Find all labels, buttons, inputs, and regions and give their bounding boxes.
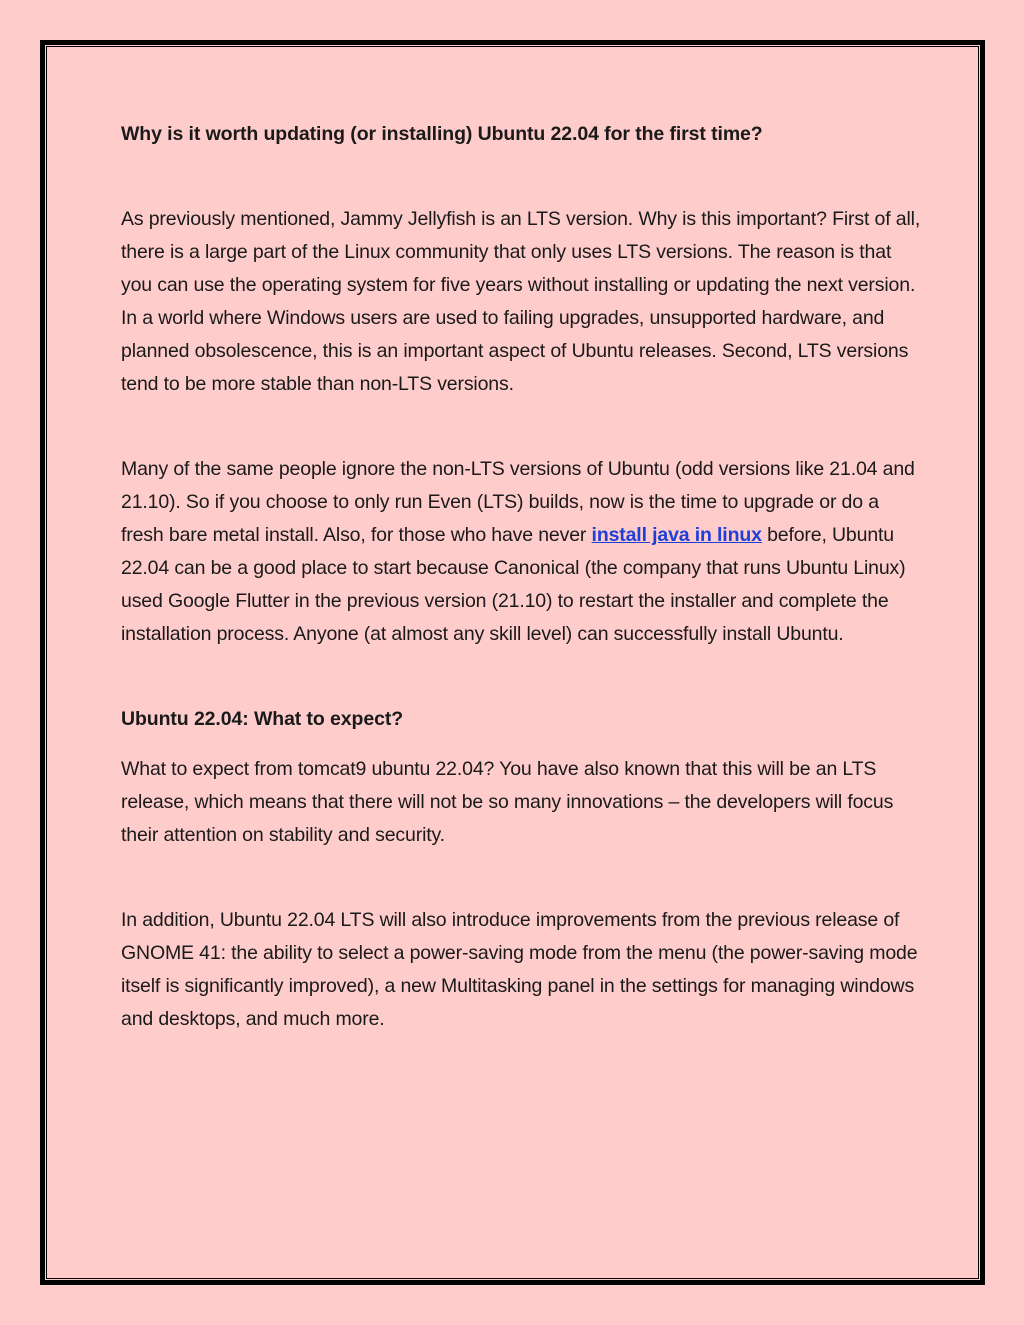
paragraph-text-after-link: before, Ubuntu 22.04 can be a good place to start because Canonical (the company that runs Ubuntu Linux) used Google Flutter in the previous version (21.10) to restart the installer and complete the installation process. Anyone (at almost any skill level) can successfully install Ubuntu. xyxy=(121,524,906,645)
install-java-link[interactable]: install java in linux xyxy=(591,524,762,546)
paragraph-text-before-link: Many of the same people ignore the non-LTS versions of Ubuntu (odd versions like 21.04 and 21.10). So if you choose to only run Even (LTS) builds, now is the time to upgrade or do a fresh bare metal install. Also, for those who have never xyxy=(121,458,915,546)
paragraph-gnome-improvements: In addition, Ubuntu 22.04 LTS will also introduce improvements from the previous release of GNOME 41: the ability to select a power-saving mode from the menu (the power-saving mode itself is significantly improved), a new Multitasking panel in the settings for managing windows and desktops, and much more. xyxy=(121,909,918,1030)
paragraph-lts-importance: As previously mentioned, Jammy Jellyfish is an LTS version. Why is this important? First of all, there is a large part of the Linux community that only uses LTS versions. The reason is that you can use the operating system for five years without installing or updating the next version. In a world where Windows users are used to failing upgrades, unsupported hardware, and planned obsolescence, this is an important aspect of Ubuntu releases. Second, LTS versions tend to be more stable than non-LTS versions. xyxy=(121,208,921,395)
paragraph-expectations: What to expect from tomcat9 ubuntu 22.04? You have also known that this will be an LTS release, which means that there will not be so many innovations – the developers will focus their attention on stability and security. xyxy=(121,758,894,846)
section-heading-why-update: Why is it worth updating (or installing) Ubuntu 22.04 for the first time? xyxy=(121,123,763,145)
section-heading-what-to-expect: Ubuntu 22.04: What to expect? xyxy=(121,708,404,730)
paragraph-non-lts xyxy=(121,453,921,651)
document-body xyxy=(121,118,921,1036)
